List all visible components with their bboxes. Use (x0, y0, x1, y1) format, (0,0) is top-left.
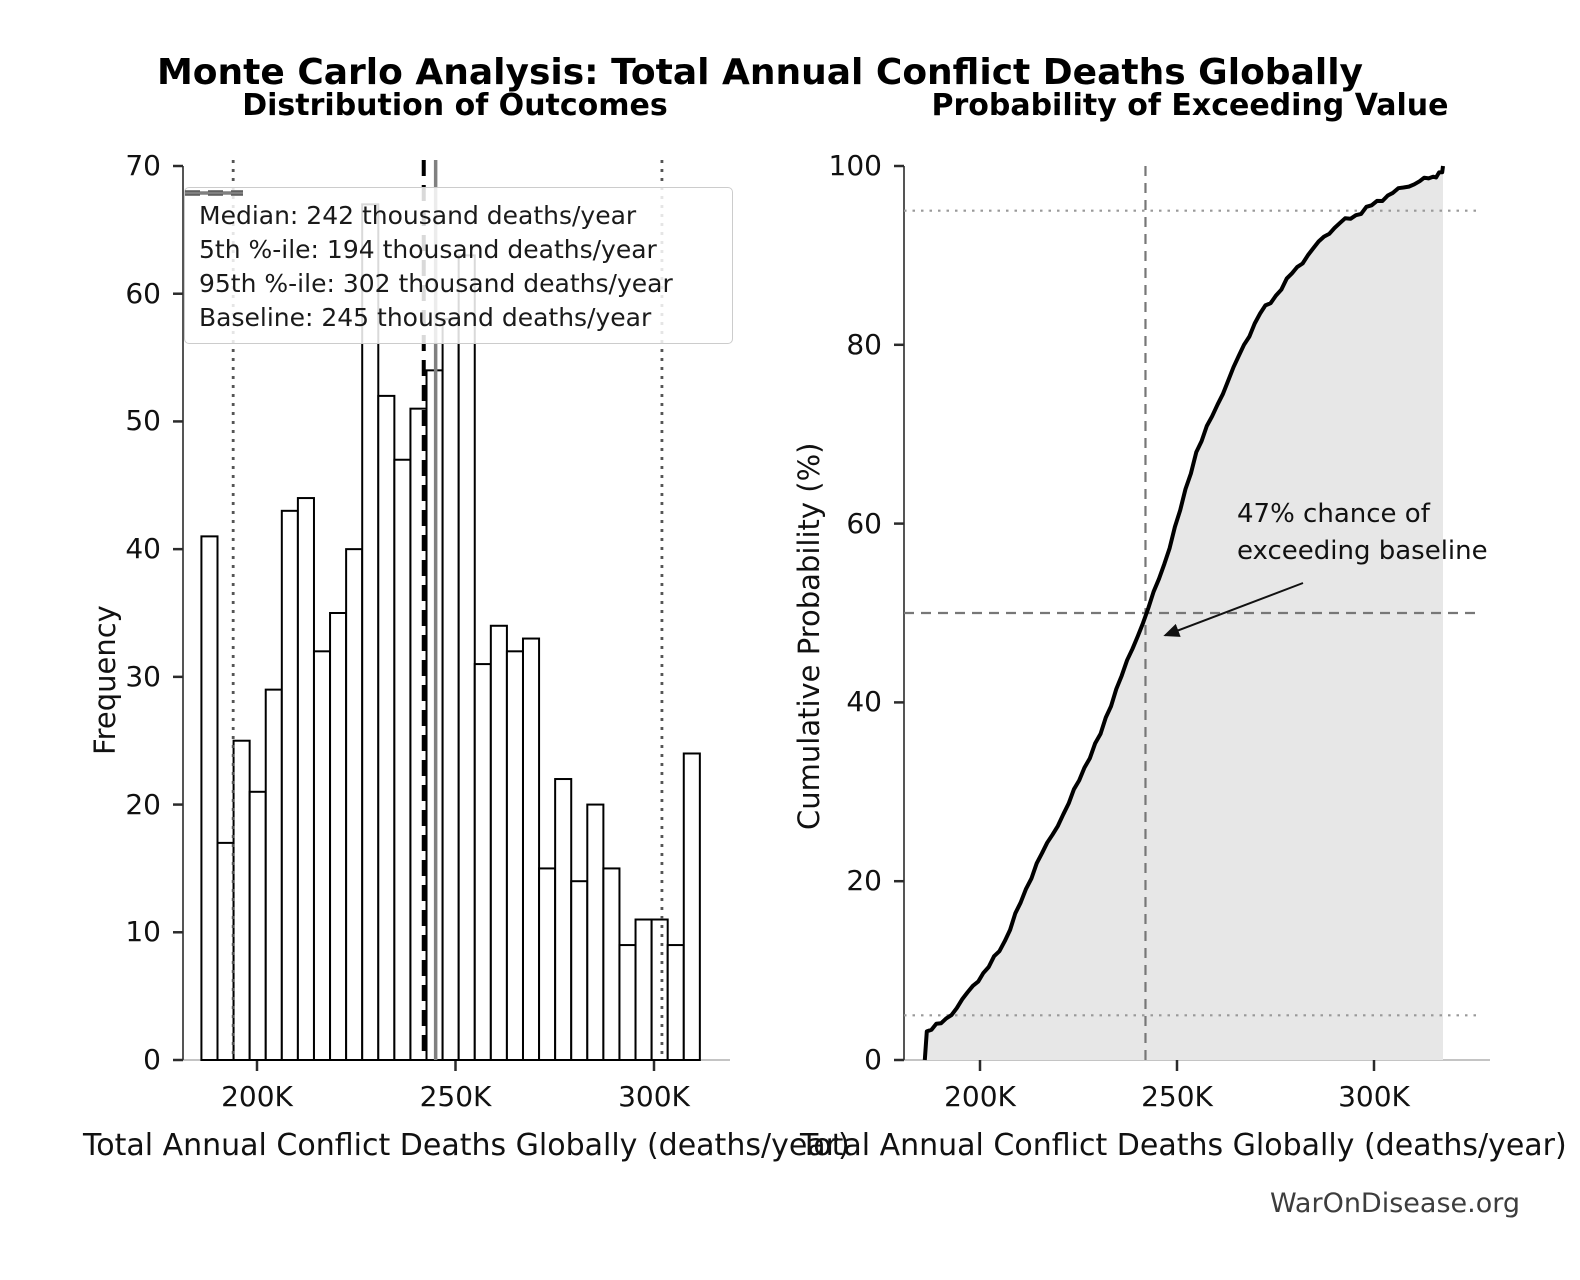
legend-label: 5th %-ile: 194 thousand deaths/year (199, 234, 657, 264)
y-tick-label: 100 (828, 149, 882, 182)
y-tick-label: 50 (125, 404, 161, 438)
cdf-ylabel: Cumulative Probability (%) (792, 442, 826, 830)
cdf-title: Probability of Exceeding Value (931, 88, 1449, 123)
histogram-bar (571, 881, 587, 1060)
legend-label: 95th %-ile: 302 thousand deaths/year (199, 268, 673, 298)
legend-item-p95 (199, 266, 718, 300)
histogram-bar (668, 945, 684, 1060)
y-tick-label: 20 (846, 864, 882, 898)
histogram-bar (346, 549, 362, 1060)
watermark: WarOnDisease.org (1269, 1188, 1520, 1219)
histogram-bar (507, 651, 523, 1060)
x-tick-label: 250K (1141, 1080, 1213, 1113)
x-tick-label: 250K (419, 1080, 492, 1113)
histogram-bar (603, 868, 619, 1060)
y-tick-label: 70 (125, 149, 161, 182)
legend (184, 187, 733, 344)
histogram-bar (394, 460, 410, 1060)
x-tick-label: 200K (944, 1080, 1016, 1113)
y-tick-label: 60 (125, 276, 161, 310)
y-tick-label: 0 (143, 1043, 161, 1076)
y-tick-label: 30 (125, 659, 161, 693)
legend-item-baseline (199, 300, 718, 334)
histogram-bar (652, 920, 668, 1060)
y-tick-label: 10 (125, 915, 161, 949)
y-tick-label: 80 (846, 327, 882, 361)
histogram-bar (234, 741, 250, 1060)
histogram-bar (250, 792, 266, 1060)
histogram-ylabel: Frequency (88, 605, 122, 755)
cdf-xlabel: Total Annual Conflict Deaths Globally (deaths/year) (800, 1128, 1567, 1163)
legend-item-median (199, 198, 718, 232)
histogram-bar (491, 626, 507, 1060)
histogram-title: Distribution of Outcomes (242, 88, 668, 123)
figure-title: Monte Carlo Analysis: Total Annual Conflict Deaths Globally (156, 52, 1364, 93)
legend-item-p5 (199, 232, 718, 266)
histogram-bar (201, 536, 217, 1060)
histogram-bar (523, 639, 539, 1060)
histogram-bar (636, 920, 652, 1060)
y-tick-label: 0 (864, 1043, 882, 1076)
histogram-bar (282, 511, 298, 1060)
histogram-bar (378, 396, 394, 1060)
histogram-bar (619, 945, 635, 1060)
histogram-bar (443, 319, 459, 1060)
legend-label: Median: 242 thousand deaths/year (199, 200, 637, 230)
histogram-bar (330, 613, 346, 1060)
cdf-annotation (1237, 496, 1488, 570)
y-tick-label: 60 (846, 506, 882, 540)
x-tick-label: 200K (221, 1080, 293, 1113)
histogram-bar (555, 779, 571, 1060)
histogram-xlabel: Total Annual Conflict Deaths Globally (deaths/year) (83, 1128, 850, 1163)
histogram-bar (266, 690, 282, 1060)
x-tick-label: 300K (618, 1080, 690, 1113)
histogram-bar (217, 843, 233, 1060)
histogram-bar (587, 805, 603, 1060)
histogram-bar (314, 651, 330, 1060)
histogram-bar (298, 498, 314, 1060)
histogram-bar (684, 753, 700, 1060)
annotation-line2: exceeding baseline (1237, 536, 1488, 566)
y-tick-label: 40 (125, 532, 161, 566)
histogram-bar (539, 868, 555, 1060)
histogram-bar (475, 664, 491, 1060)
x-tick-label: 300K (1338, 1080, 1410, 1113)
solid-line-icon (185, 188, 243, 198)
histogram-bar (459, 255, 475, 1060)
legend-label: Baseline: 245 thousand deaths/year (199, 302, 652, 332)
y-tick-label: 40 (846, 685, 882, 719)
y-tick-label: 20 (125, 787, 161, 821)
annotation-line1: 47% chance of (1237, 499, 1430, 529)
